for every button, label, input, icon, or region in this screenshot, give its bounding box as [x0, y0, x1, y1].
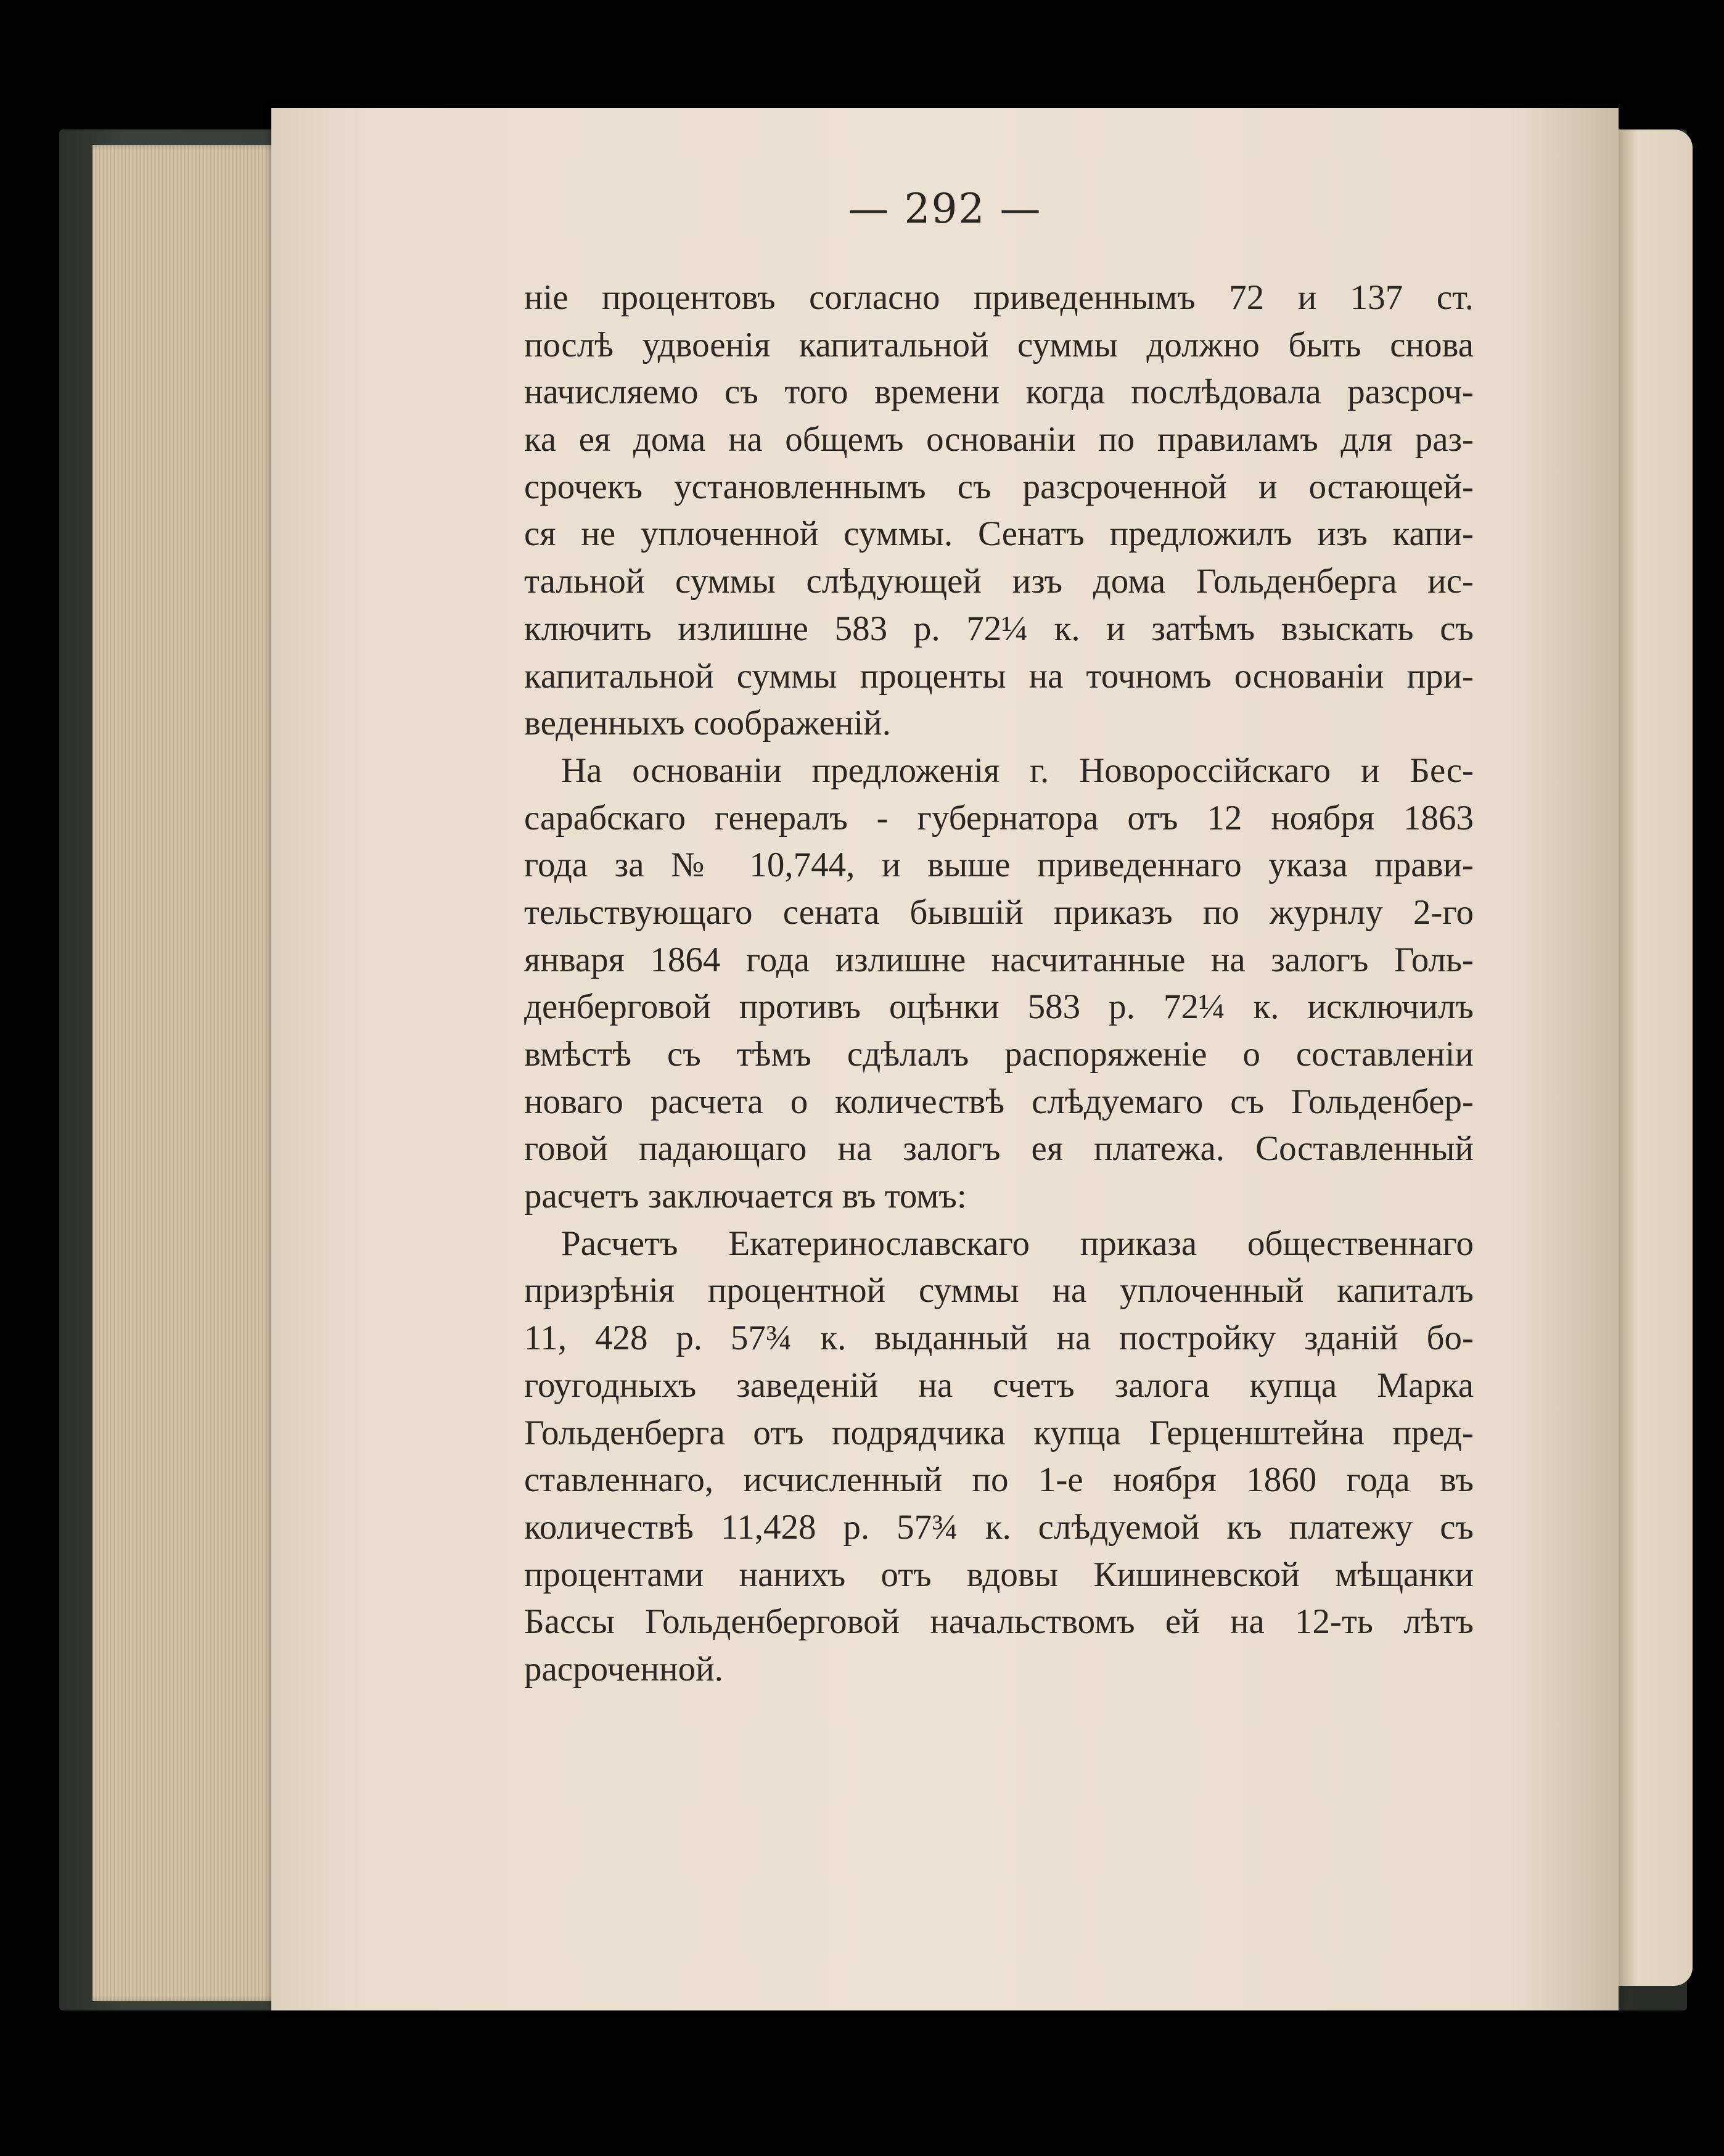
text-line: веденныхъ соображеній.: [524, 704, 891, 743]
text-line: сарабскаго генералъ - губернатора отъ 12 ноября 1863: [524, 798, 1474, 837]
page-body: [524, 274, 1474, 1693]
text-line: года за № 10,744, и выше приведеннаго указа прави-: [524, 846, 1474, 885]
text-line: ся не уплоченной суммы. Сенатъ предложилъ изъ капи-: [524, 514, 1474, 554]
facing-page: [1619, 130, 1693, 1986]
text-line: говой падающаго на залогъ ея платежа. Составленный: [524, 1129, 1474, 1169]
text-line: тальной суммы слѣдующей изъ дома Гольденберга ис-: [524, 562, 1474, 601]
text-line: срочекъ установленнымъ съ разсроченной и остающей-: [524, 467, 1474, 506]
page-edges: [92, 145, 284, 2001]
text-line: ніе процентовъ согласно приведеннымъ 72 и 137 ст.: [524, 278, 1474, 317]
text-line: вмѣстѣ съ тѣмъ сдѣлалъ распоряженіе о составленіи: [524, 1035, 1474, 1074]
text-line: ключить излишне 583 р. 72¼ к. и затѣмъ взыскать съ: [524, 609, 1474, 648]
text-line: гоугодныхъ заведеній на счетъ залога купца Марка: [524, 1365, 1474, 1405]
text-line: капитальной суммы проценты на точномъ основаніи при-: [524, 656, 1474, 696]
text-line: 11, 428 р. 57¾ к. выданный на постройку зданій бо-: [524, 1319, 1474, 1358]
text-line: расроченной.: [524, 1649, 723, 1689]
text-line: призрѣнія процентной суммы на уплоченный капиталъ: [524, 1271, 1474, 1310]
text-line: Расчетъ Екатеринославскаго приказа общественнаго: [561, 1224, 1474, 1263]
text-line: Гольденберга отъ подрядчика купца Герценштейна пред-: [524, 1413, 1474, 1452]
text-line: расчетъ заключается въ томъ:: [524, 1177, 967, 1216]
text-line: Бассы Гольденберговой начальствомъ ей на 12-ть лѣтъ: [524, 1602, 1474, 1642]
text-line: января 1864 года излишне насчитанные на залогъ Голь-: [524, 940, 1474, 979]
text-line: начисляемо съ того времени когда послѣдовала разсроч-: [524, 372, 1474, 412]
text-line: На основаніи предложенія г. Новороссійскаго и Бес-: [561, 751, 1474, 790]
text-line: денберговой противъ оцѣнки 583 р. 72¼ к. исключилъ: [524, 987, 1474, 1027]
text-line: ставленнаго, исчисленный по 1-е ноября 1860 года въ: [524, 1460, 1474, 1500]
text-line: ка ея дома на общемъ основаніи по правиламъ для раз-: [524, 420, 1474, 459]
text-line: новаго расчета о количествѣ слѣдуемаго съ Гольденбер-: [524, 1082, 1474, 1121]
text-line: количествѣ 11,428 р. 57¾ к. слѣдуемой къ платежу съ: [524, 1507, 1474, 1547]
page-number-header: — 292 —: [848, 185, 1042, 232]
text-line: послѣ удвоенія капитальной суммы должно быть снова: [524, 325, 1474, 364]
text-line: процентами нанихъ отъ вдовы Кишиневской мѣщанки: [524, 1555, 1474, 1594]
text-line: тельствующаго сената бывшій приказъ по журнлу 2-го: [524, 892, 1474, 932]
